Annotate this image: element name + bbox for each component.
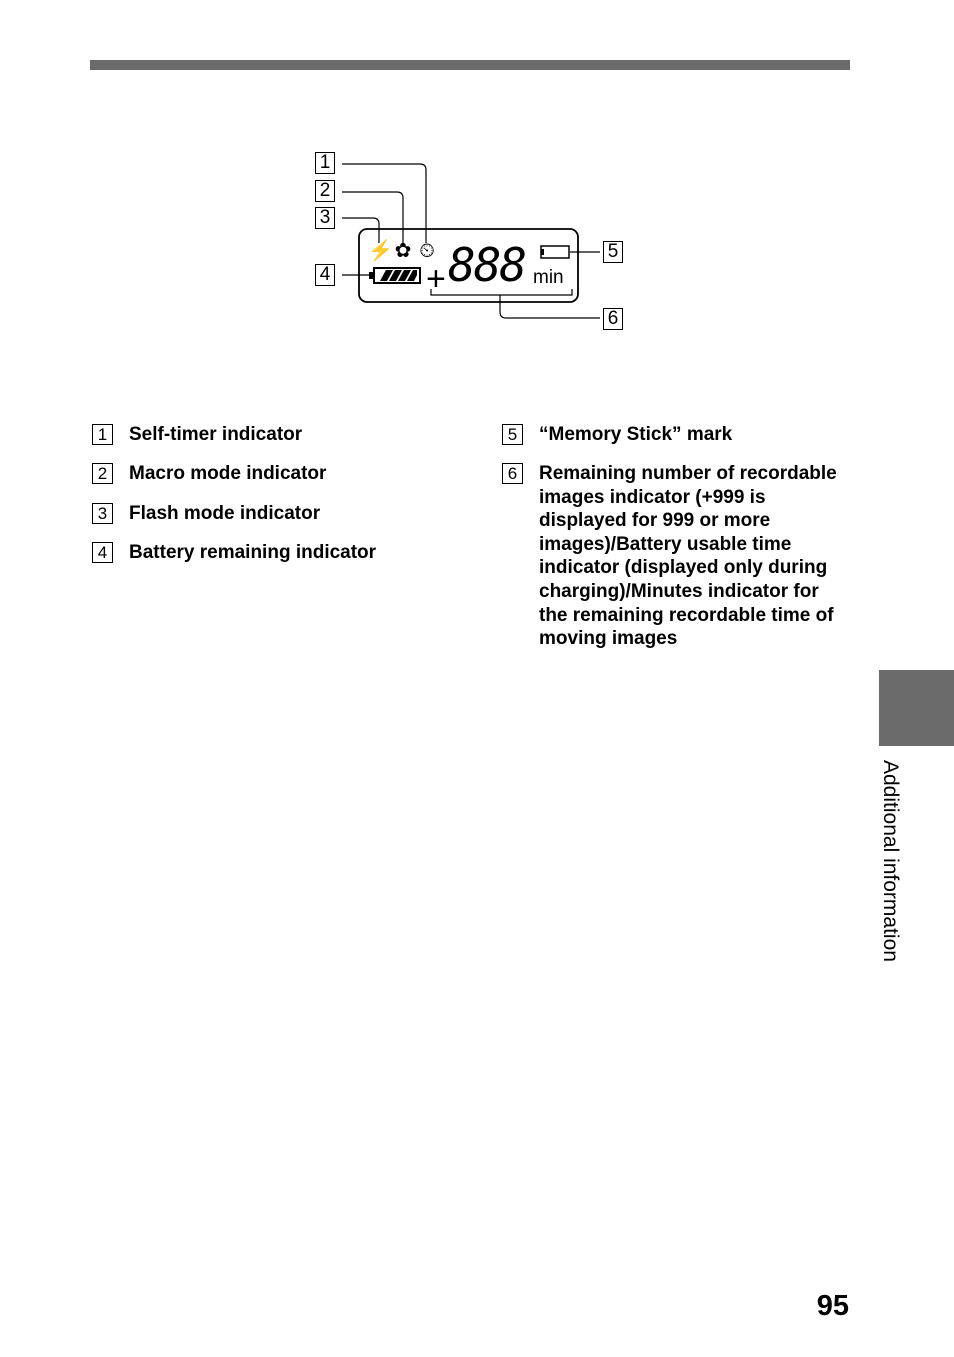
- legend-item-5: [502, 423, 732, 447]
- flash-mode-icon: ⚡: [368, 240, 393, 262]
- callout-1: 1: [315, 152, 335, 174]
- lcd-diagram: [300, 140, 660, 350]
- callout-6: 6: [603, 308, 623, 330]
- legend-text-4: Battery remaining indicator: [129, 542, 377, 563]
- legend-item-2: [92, 462, 326, 486]
- legend-text-6: Remaining number of recordable images indicator (+999 is displayed for 999 or more images)/Battery usable time indicator (displayed only during charging)/Minutes indicator for the remaining recordable time of moving images: [539, 463, 837, 650]
- legend-item-4: [92, 541, 376, 565]
- callout-4: 4: [315, 264, 335, 286]
- legend-item-6: [502, 462, 844, 651]
- legend-item-3: [92, 502, 320, 526]
- legend-number-2: 2: [92, 463, 113, 484]
- battery-icon: [369, 268, 420, 283]
- memory-stick-icon: [541, 246, 569, 258]
- lcd-min-unit: min: [533, 267, 564, 288]
- legend-number-6: 6: [502, 463, 523, 484]
- legend-number-3: 3: [92, 503, 113, 524]
- lcd-plus-sign: +: [426, 260, 446, 298]
- legend-number-4: 4: [92, 542, 113, 563]
- callout-2: 2: [315, 180, 335, 202]
- self-timer-icon: ⏲: [419, 240, 435, 262]
- legend-text-1: Self-timer indicator: [129, 424, 303, 445]
- section-label: Additional information: [879, 760, 902, 962]
- lcd-digits: 888: [448, 238, 526, 292]
- section-tab: [879, 670, 954, 746]
- legend-item-1: [92, 423, 302, 447]
- page-number: 95: [816, 1290, 849, 1322]
- legend-text-2: Macro mode indicator: [129, 463, 327, 484]
- legend-text-5: “Memory Stick” mark: [539, 424, 733, 445]
- macro-tulip-icon: ✿: [394, 240, 412, 262]
- legend-text-3: Flash mode indicator: [129, 503, 321, 524]
- legend-number-1: 1: [92, 424, 113, 445]
- legend-number-5: 5: [502, 424, 523, 445]
- callout-5: 5: [603, 241, 623, 263]
- callout-3: 3: [315, 207, 335, 229]
- top-rule: [90, 60, 850, 70]
